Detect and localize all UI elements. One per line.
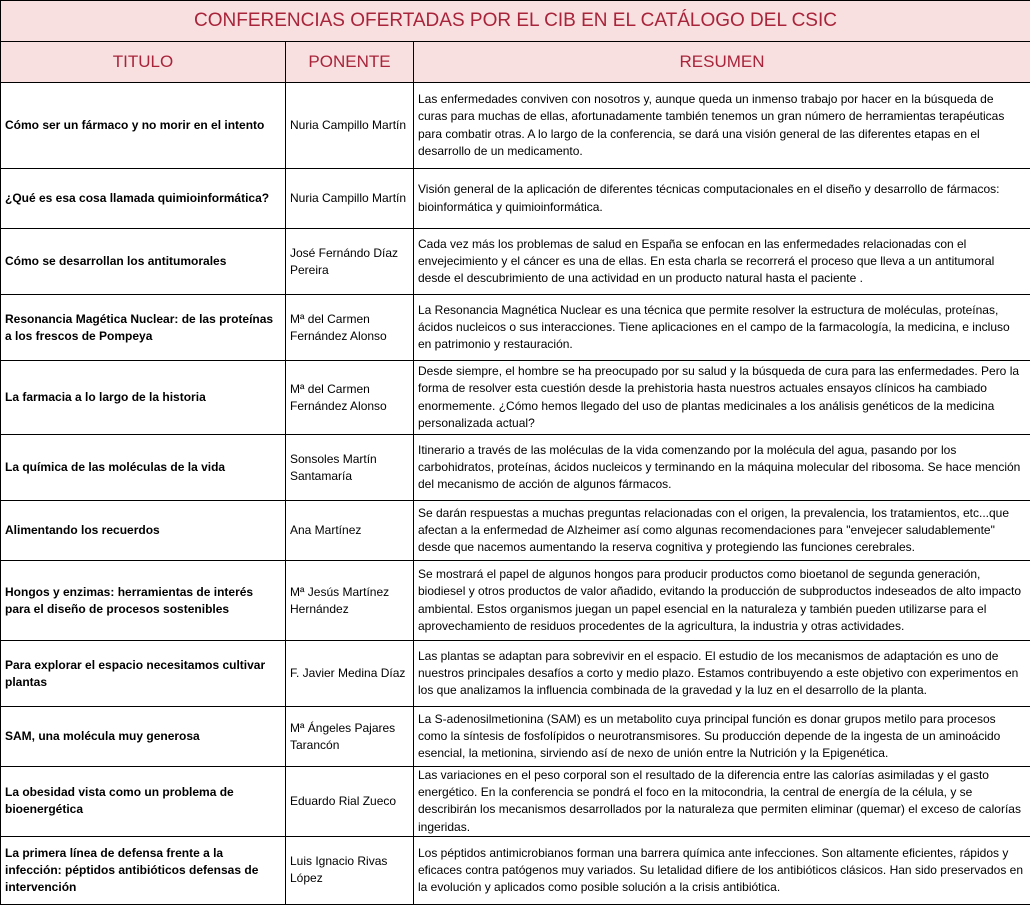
conference-summary: Los péptidos antimicrobianos forman una barrera química ante infecciones. Son altamente eficientes, rápidos y eficaces contra patógenos muy variados. Su letalidad difiere de los antibióticos clásicos. Han sido preservados en la evolución y aplicados como posible solución a la crisis antibiótica. (414, 836, 1030, 904)
conference-title: Cómo se desarrollan los antitumorales (1, 229, 286, 295)
table-row (1, 169, 1030, 229)
speaker-name: Mª del Carmen Fernández Alonso (286, 361, 414, 435)
conference-summary: La S-adenosilmetionina (SAM) es un metabolito cuya principal función es donar grupos metilo para procesos como la síntesis de fosfolípidos o neurotransmisores. Su producción depende de la ingesta de un aminoácido esencial, la metionina, sirviendo así de nexo de unión entre la Nutrición y la Epigenética. (414, 707, 1030, 767)
conference-summary: La Resonancia Magnética Nuclear es una técnica que permite resolver la estructura de moléculas, proteínas, ácidos nucleicos o sus interacciones. Tiene aplicaciones en el campo de la farmacología, la medicina, e incluso en patrimonio y restauración. (414, 295, 1030, 361)
speaker-name: Eduardo Rial Zueco (286, 767, 414, 837)
conference-title: Para explorar el espacio necesitamos cultivar plantas (1, 641, 286, 707)
speaker-name: Mª del Carmen Fernández Alonso (286, 295, 414, 361)
speaker-name: F. Javier Medina Díaz (286, 641, 414, 707)
conference-title: ¿Qué es esa cosa llamada quimioinformática? (1, 169, 286, 229)
speaker-name: Mª Jesús Martínez Hernández (286, 561, 414, 641)
conference-summary: Las variaciones en el peso corporal son el resultado de la diferencia entre las calorías asimiladas y el gasto energético. En la conferencia se pondrá el foco en la mitocondria, la central de energía de la célula, y se describirán los mecanismos desarrollados por la naturaleza que permiten eliminar (quemar) el exceso de calorías ingeridas. (414, 767, 1030, 837)
conference-title: Hongos y enzimas: herramientas de interés para el diseño de procesos sostenibles (1, 561, 286, 641)
page-title: CONFERENCIAS OFERTADAS POR EL CIB EN EL CATÁLOGO DEL CSIC (1, 1, 1030, 42)
table-row (1, 561, 1030, 641)
table-row (1, 361, 1030, 435)
conference-title: La química de las moléculas de la vida (1, 435, 286, 501)
conference-title: La primera línea de defensa frente a la infección: péptidos antibióticos defensas de intervención (1, 836, 286, 904)
speaker-name: Sonsoles Martín Santamaría (286, 435, 414, 501)
speaker-name: Ana Martínez (286, 501, 414, 561)
conference-title: Resonancia Magética Nuclear: de las proteínas a los frescos de Pompeya (1, 295, 286, 361)
conference-title: Alimentando los recuerdos (1, 501, 286, 561)
conference-summary: Se darán respuestas a muchas preguntas relacionadas con el origen, la prevalencia, los tratamientos, etc...que afectan a la enfermedad de Alzheimer así como algunas recomendaciones para "envejecer saludablemente" desde que nacemos aumentando la reserva cognitiva y protegiendo las funciones cerebrales. (414, 501, 1030, 561)
conference-title: La farmacia a lo largo de la historia (1, 361, 286, 435)
conference-title: Cómo ser un fármaco y no morir en el intento (1, 83, 286, 169)
table-row (1, 295, 1030, 361)
header-titulo: TITULO (1, 42, 286, 83)
conference-title: La obesidad vista como un problema de bioenergética (1, 767, 286, 837)
table-row (1, 641, 1030, 707)
conference-summary: Se mostrará el papel de algunos hongos para producir productos como bioetanol de segunda generación, biodiesel y otros productos de valor añadido, evitando la producción de subproductos indeseados de alto impacto ambiental. Estos organismos juegan un papel esencial en la naturaleza y también pueden utilizarse para el aprovechamiento de residuos procedentes de la agricultura, la industria y otras actividades. (414, 561, 1030, 641)
header-ponente: PONENTE (286, 42, 414, 83)
speaker-name: Luis Ignacio Rivas López (286, 836, 414, 904)
table-row (1, 501, 1030, 561)
speaker-name: Nuria Campillo Martín (286, 169, 414, 229)
table-row (1, 435, 1030, 501)
conference-summary: Visión general de la aplicación de diferentes técnicas computacionales en el diseño y desarrollo de fármacos: bioinformática y quimioinformática. (414, 169, 1030, 229)
conference-summary: Las plantas se adaptan para sobrevivir en el espacio. El estudio de los mecanismos de adaptación es uno de nuestros principales desafíos a corto y medio plazo. Estamos contribuyendo a este objetivo con experimentos en los que analizamos la influencia combinada de la gravedad y la luz en el desarrollo de la planta. (414, 641, 1030, 707)
conference-summary: Las enfermedades conviven con nosotros y, aunque queda un inmenso trabajo por hacer en la búsqueda de curas para muchas de ellas, afortunadamente también tenemos un gran número de herramientas terapéuticas para combatir otras. A lo largo de la conferencia, se dará una visión general de las diferentes etapas en el desarrollo de un medicamento. (414, 83, 1030, 169)
speaker-name: Nuria Campillo Martín (286, 83, 414, 169)
table-row (1, 836, 1030, 904)
conference-summary: Cada vez más los problemas de salud en España se enfocan en las enfermedades relacionadas con el envejecimiento y el cáncer es una de ellas. En esta charla se recorrerá el proceso que lleva a un antitumoral desde el descubrimiento de una actividad en un producto natural hasta el paciente . (414, 229, 1030, 295)
table-row (1, 707, 1030, 767)
conference-title: SAM, una molécula muy generosa (1, 707, 286, 767)
speaker-name: José Fernándo Díaz Pereira (286, 229, 414, 295)
table-row (1, 767, 1030, 837)
table-row (1, 83, 1030, 169)
header-resumen: RESUMEN (414, 42, 1030, 83)
table-row (1, 229, 1030, 295)
conference-summary: Desde siempre, el hombre se ha preocupado por su salud y la búsqueda de cura para las enfermedades. Pero la forma de resolver esta cuestión desde la prehistoria hasta nuestros actuales ensayos clínicos ha cambiado enormemente. ¿Cómo hemos llegado del uso de plantas medicinales a los análisis genéticos de la medicina personalizada actual? (414, 361, 1030, 435)
speaker-name: Mª Ángeles Pajares Tarancón (286, 707, 414, 767)
conference-summary: Itinerario a través de las moléculas de la vida comenzando por la molécula del agua, pasando por los carbohidratos, proteínas, ácidos nucleicos y terminando en la máquina molecular del ribosoma. Se hace mención del mecanismo de acción de algunos fármacos. (414, 435, 1030, 501)
